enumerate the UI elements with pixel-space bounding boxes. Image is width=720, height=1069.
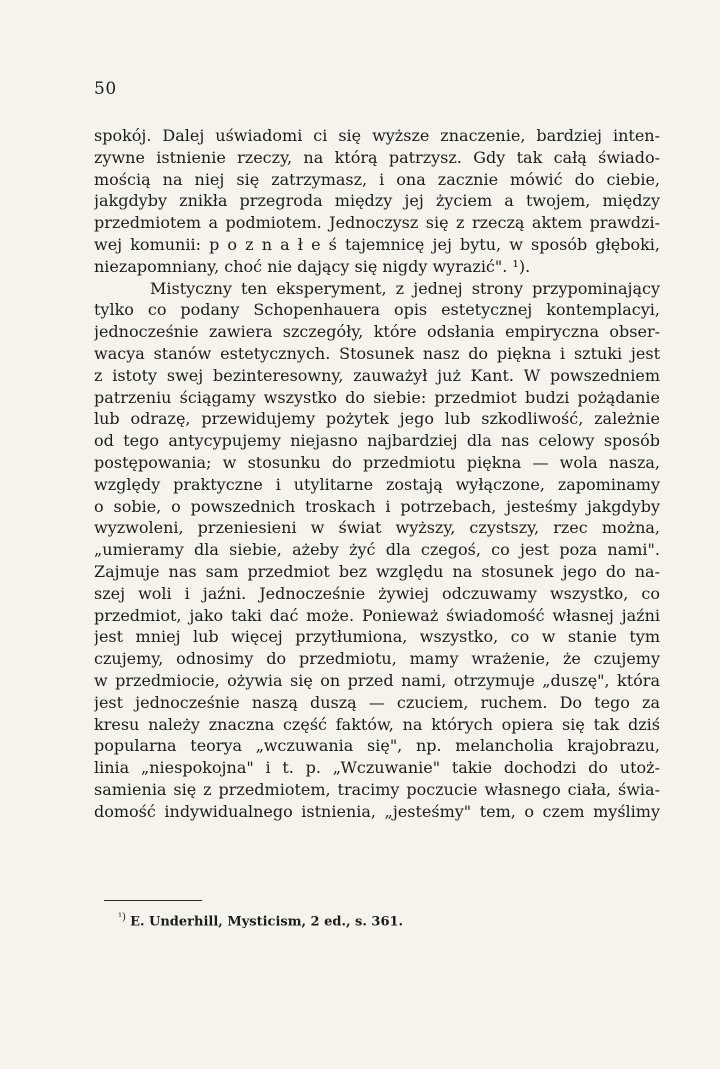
text-line: postępowania; w stosunku do przedmiotu piękna — wola nasza,	[94, 452, 660, 472]
text-line: lub odrazę, przewidujemy pożytek jego lub szkodliwość, zależnie	[94, 409, 660, 429]
text-line: niezapomniany, choć nie dający się nigdy wyrazić". ¹).	[94, 256, 531, 276]
text-line: wacya stanów estetycznych. Stosunek nasz do piękna i sztuki jest	[94, 343, 660, 363]
text-line: wyzwoleni, przeniesieni w świat wyższy, czystszy, rzec można,	[94, 518, 660, 538]
text-line: względy praktyczne i utylitarne zostają wyłączone, zapominamy	[94, 474, 660, 494]
text-line: zywne istnienie rzeczy, na którą patrzysz. Gdy tak całą świado-	[94, 147, 660, 167]
text-line: samienia się z przedmiotem, tracimy poczucie własnego ciała, świa-	[94, 779, 660, 799]
text-line: linia „niespokojna" i t. p. „Wczuwanie" takie dochodzi do utoż-	[94, 758, 660, 778]
text-line: wej komunii: p o z n a ł e ś tajemnicę jej bytu, w sposób głęboki,	[94, 234, 660, 254]
footnote	[118, 912, 403, 929]
text-line: przedmiotem a podmiotem. Jednoczysz się z rzeczą aktem prawdzi-	[94, 213, 660, 233]
page-number: 50	[94, 79, 117, 99]
text-line: jakgdyby znikła przegroda między jej życiem a twojem, między	[94, 191, 660, 211]
text-line: o sobie, o powszednich troskach i potrzebach, jesteśmy jakgdyby	[94, 496, 660, 516]
text-line: Zajmuje nas sam przedmiot bez względu na stosunek jego do na-	[94, 561, 660, 581]
text-line: mością na niej się zatrzymasz, i ona zacznie mówić do ciebie,	[94, 169, 660, 189]
text-line: czujemy, odnosimy do przedmiotu, mamy wrażenie, że czujemy	[94, 649, 660, 669]
text-line: przedmiot, jako taki dać może. Ponieważ świadomość własnej jaźni	[94, 605, 660, 625]
text-line: tylko co podany Schopenhauera opis estetycznej kontemplacyi,	[94, 300, 660, 320]
text-line: popularna teorya „wczuwania się", np. melancholia krajobrazu,	[94, 736, 660, 756]
footnote-mark: ¹)	[118, 912, 126, 923]
text-line: od tego antycypujemy niejasno najbardziej dla nas celowy sposób	[94, 431, 660, 451]
body-text	[94, 125, 660, 823]
text-line: jest jednocześnie naszą duszą — czuciem, ruchem. Do tego za	[94, 692, 660, 712]
text-line: „umieramy dla siebie, ażeby żyć dla czegoś, co jest poza nami".	[94, 540, 660, 560]
text-line: w przedmiocie, ożywia się on przed nami, otrzymuje „duszę", która	[94, 670, 660, 690]
text-line: szej woli i jaźni. Jednocześnie żywiej odczuwamy wszystko, co	[94, 583, 660, 603]
text-line: z istoty swej bezinteresowny, zauważył już Kant. W powszedniem	[94, 365, 660, 385]
footnote-text: E. Underhill, Mysticism, 2 ed., s. 361.	[130, 914, 404, 930]
text-line: kresu należy znaczna część faktów, na których opiera się tak dziś	[94, 714, 660, 734]
paragraph-start-line: Mistyczny ten eksperyment, z jednej strony przypominający	[150, 278, 660, 298]
text-line: jednocześnie zawiera szczegóły, które odsłania empiryczna obser-	[94, 322, 660, 342]
text-line: patrzeniu ściągamy wszystko do siebie: przedmiot budzi pożądanie	[94, 387, 660, 407]
text-line: domość indywidualnego istnienia, „jesteśmy" tem, o czem myślimy	[94, 801, 660, 821]
text-line: spokój. Dalej uświadomi ci się wyższe znaczenie, bardziej inten-	[94, 126, 660, 145]
text-line: jest mniej lub więcej przytłumiona, wszystko, co w stanie tym	[94, 627, 660, 647]
footnote-divider	[104, 900, 202, 901]
